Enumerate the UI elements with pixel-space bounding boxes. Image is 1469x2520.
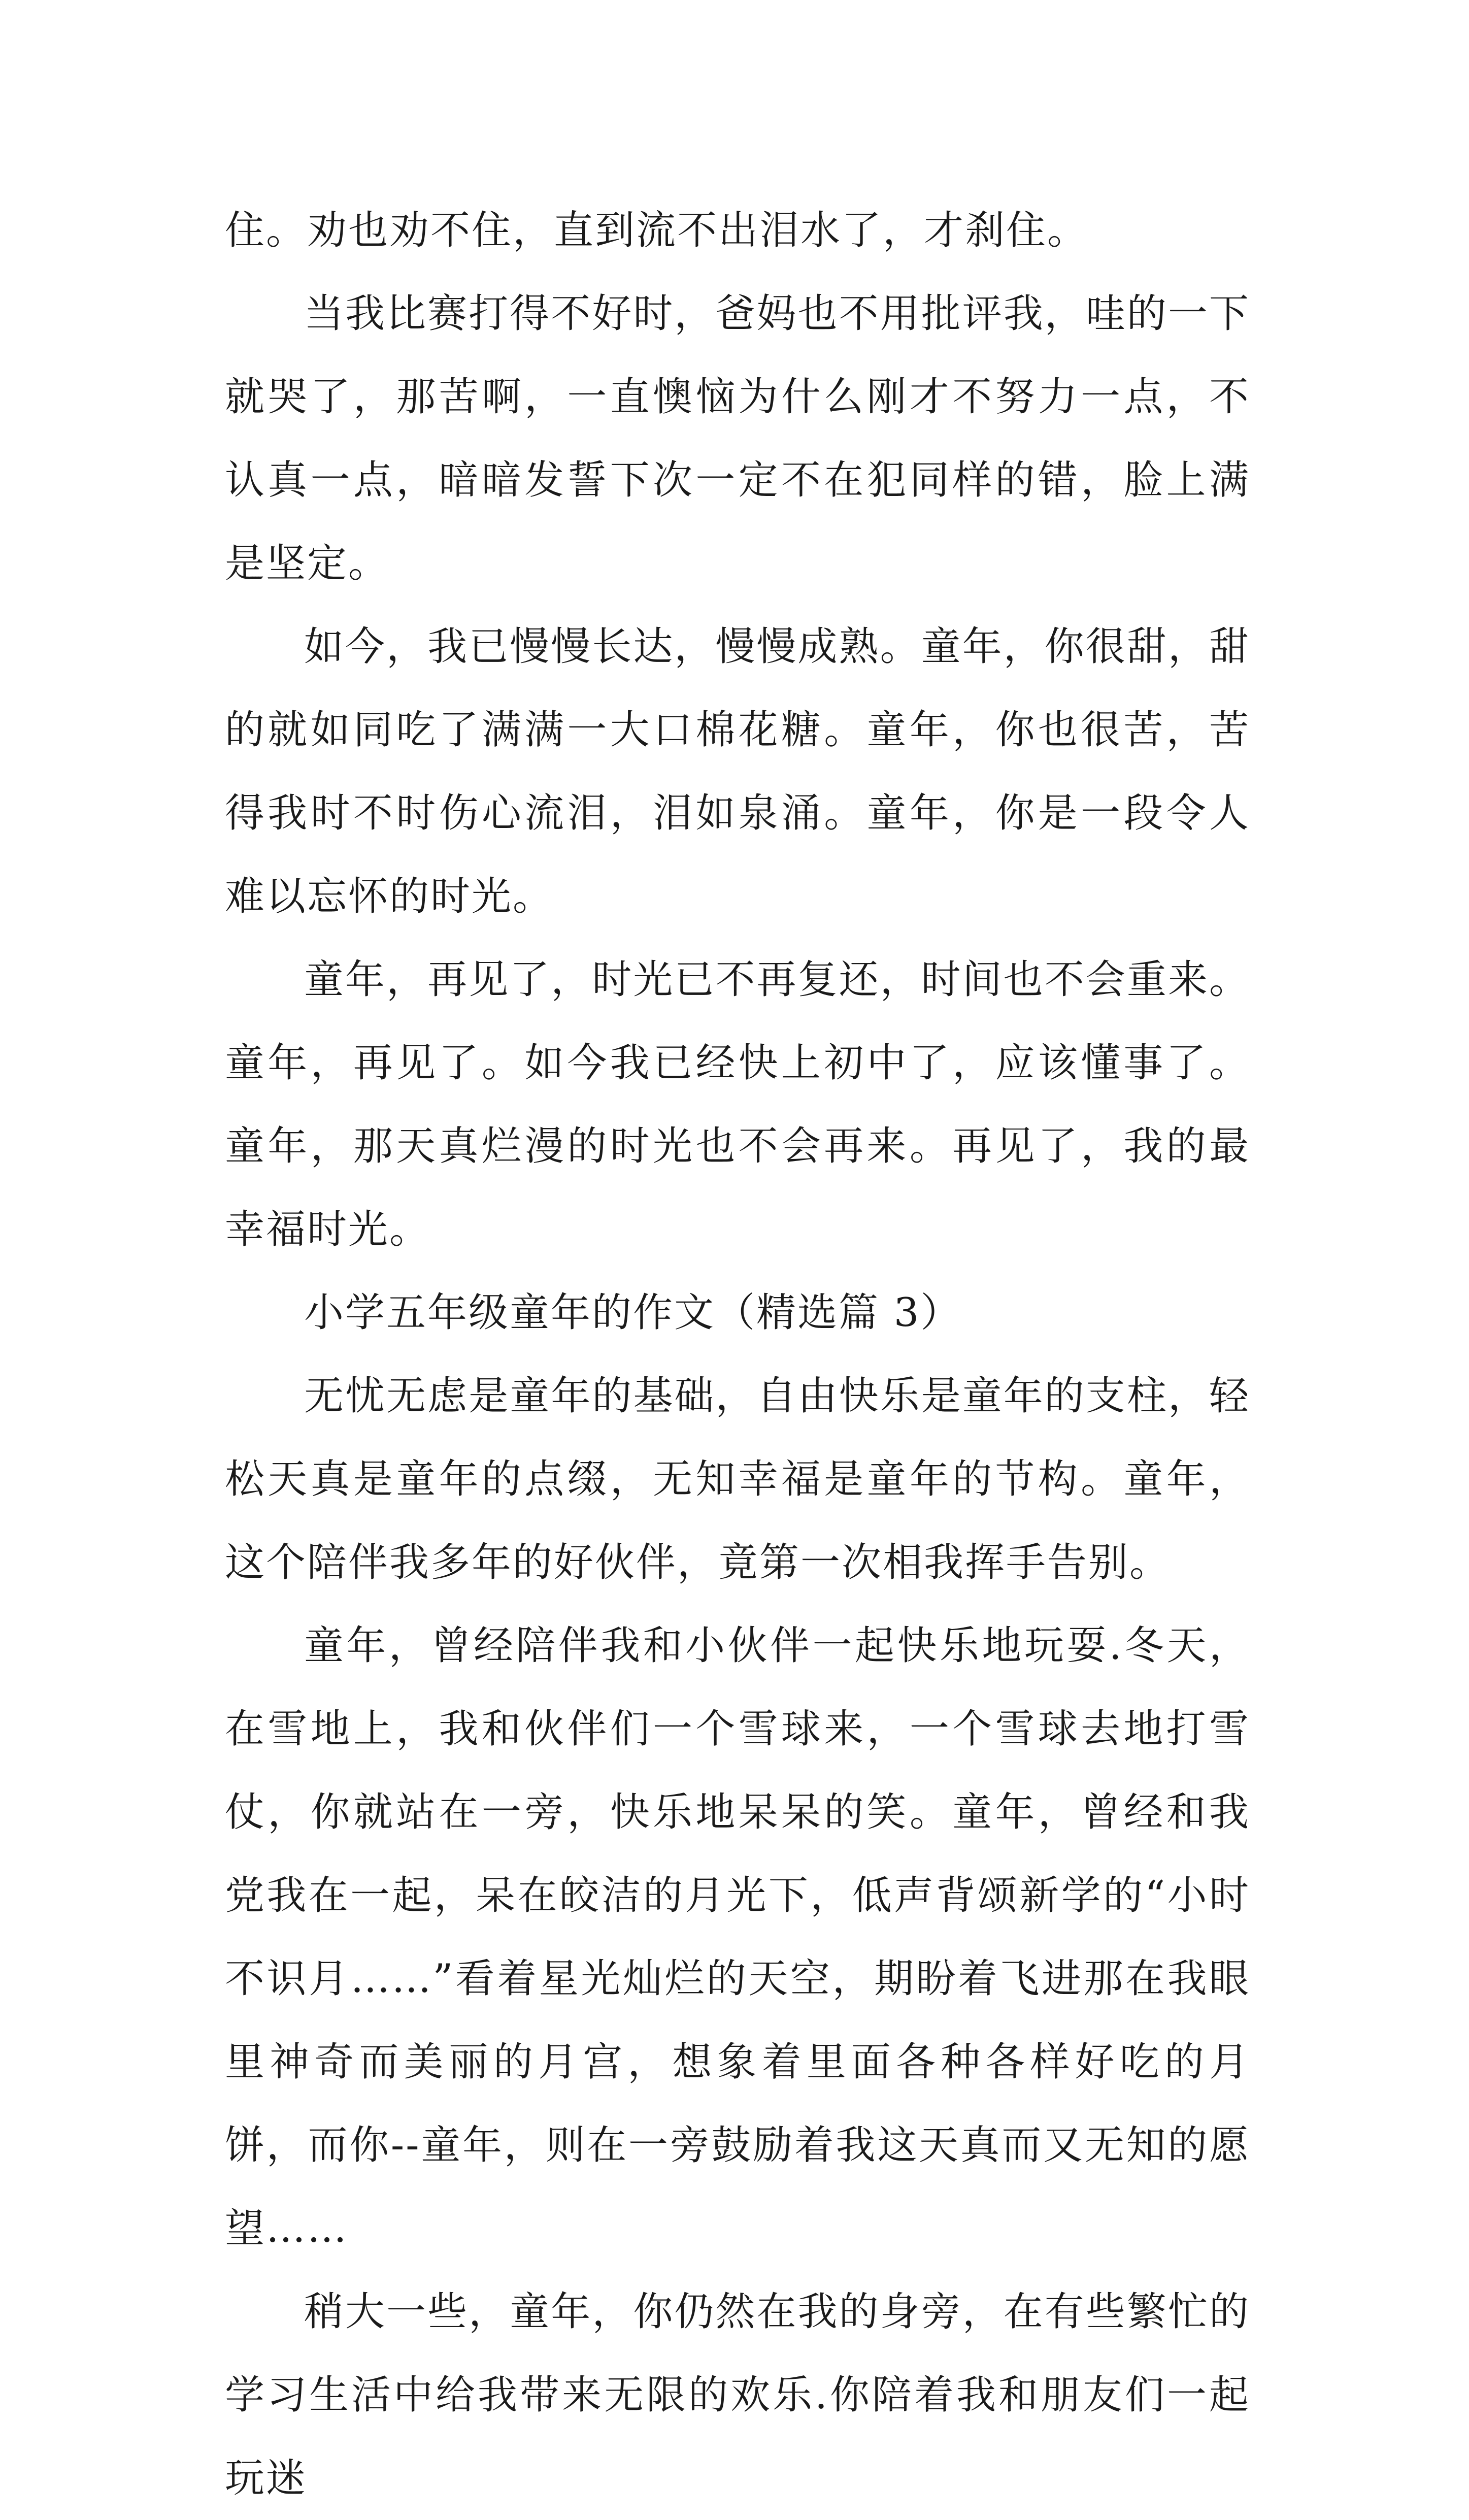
paragraph-farewell: 童年，再见了，时光已不再复还，时间也不会重来。童年，再见了。如今我已经快上初中了，应该懂事了。童年，那天真烂漫的时光也不会再来。再见了，我的最幸福时光。 (225, 957, 1250, 1252)
paragraph-memories: 童年，曾经陪伴我和小伙伴一起快乐地玩耍.冬天，在雪地上，我和伙伴们一个雪球来，一个雪球去地打雪仗，你就站在一旁，快乐地呆呆的笑。童年，曾经和我党我在一起，呆在皎洁的月光下，低声背颂新学的“小时不识月……”看着星光灿烂的天空，期盼着飞进那在我眼里神奇而美丽的月宫，想象着里面各种各样好吃的月饼，而你--童年，则在一旁鼓励着我这天真而又无知的愿望…… (225, 1623, 1250, 2251)
paragraph-competition: 当我比赛打得不好时，爸妈也不用批评我，哇的一下就哭了，那苦啊，一直懊恼为什么刚才不努力一点，不认真一点，暗暗发誓下次一定不在犯同样的错，脸上满是坚定。 (225, 291, 1250, 586)
paragraph-older: 稍大一些，童年，你仍然在我的身旁，在有些繁忙的学习生活中给我带来无限的欢乐.你陪着我和朋友们一起玩迷 (225, 2289, 1250, 2501)
paragraph-continuation: 住。劝也劝不住，直到流不出泪水了，才刹住。 (225, 208, 1089, 253)
section-heading: 小学五年级童年的作文（精选篇 3） (304, 1290, 962, 1336)
paragraph-growing-up: 如今，我已慢慢长达，慢慢成熟。童年，你很甜，甜的就如同吃了满满一大口棉花糖。童年，你也很苦，苦得我时不时伤心流泪，泪如泉涌。童年，你是一段令人难以忘怀的时光。 (225, 624, 1250, 919)
essay-body (225, 189, 1250, 2520)
paragraph-carefree: 无忧无虑是童年的基础，自由快乐是童年的支柱，轻松天真是童年的点缀，无知幸福是童年的节构。童年，这个陪伴我多年的好伙伴，竟第一次相我挥手告别。 (225, 1373, 1250, 1585)
